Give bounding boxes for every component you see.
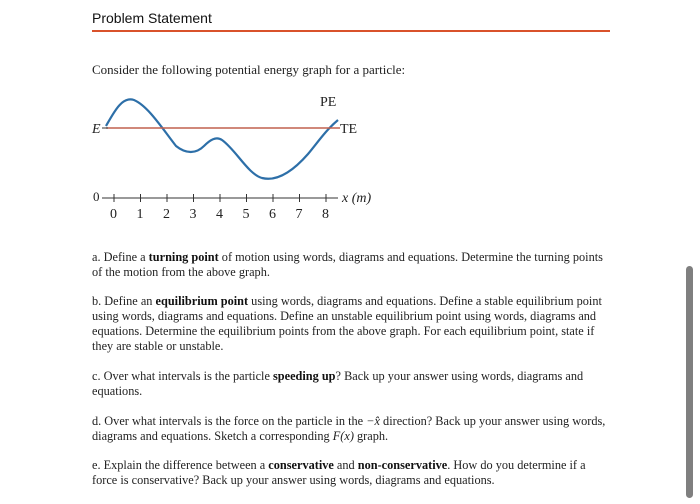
- e-label: E: [92, 122, 101, 137]
- zero-label: 0: [93, 189, 100, 204]
- question-c: [92, 369, 612, 399]
- pe-curve: [106, 99, 338, 178]
- question-c-term: speeding up: [272, 369, 336, 383]
- question-a-text-2: of motion using words, diagrams and equations. Determine the turning points of the motion from the above graph.: [92, 250, 603, 279]
- question-b-text-2: using words, diagrams and equations. Define a stable equilibrium point using words, diagrams and equations. Define an unstable equilibrium point using words, diagrams and equations. Determine the equilibrium points from the above graph. For each equilibrium point, state if they are stable or unstable.: [92, 294, 602, 353]
- question-a: [92, 250, 612, 280]
- question-b-text-1: b. Define an: [92, 294, 156, 308]
- x-tick-label: 7: [295, 207, 303, 220]
- question-c-text-2: ? Back up your answer using words, diagrams and equations.: [92, 369, 584, 398]
- question-e-text-1: e. Explain the difference between a: [92, 458, 269, 472]
- question-d-text-2: direction? Back up your answer using words, diagrams and equations. Sketch a corresponding: [92, 414, 606, 443]
- x-tick-label: 3: [189, 207, 197, 220]
- question-a-text-1: a. Define a: [92, 250, 149, 264]
- question-e-text-3: . How do you determine if a force is conservative? Back up your answer using words, diagrams and equations.: [92, 458, 586, 487]
- pe-label: PE: [320, 95, 337, 110]
- x-tick-labels: [110, 207, 329, 220]
- question-e-term-1: conservative: [268, 458, 334, 472]
- question-a-term: turning point: [148, 250, 219, 264]
- scrollbar-thumb[interactable]: [686, 266, 693, 498]
- x-tick-label: 6: [269, 207, 276, 220]
- question-c-text-1: c. Over what intervals is the particle: [92, 369, 273, 383]
- x-axis-label: x (m): [342, 191, 372, 206]
- x-tick-label: 4: [216, 207, 223, 220]
- question-d: [92, 414, 612, 444]
- question-d-fx: F(x): [332, 429, 354, 443]
- header-divider: [92, 30, 610, 32]
- potential-energy-graph: [86, 88, 386, 220]
- question-e-text-2: and: [333, 458, 358, 472]
- question-b-term: equilibrium point: [155, 294, 249, 308]
- te-label: TE: [340, 122, 358, 137]
- x-tick-label: 2: [163, 207, 170, 220]
- question-d-direction: −x̂: [366, 414, 380, 428]
- question-d-text-3: graph.: [353, 429, 389, 443]
- x-tick-label: 1: [136, 207, 144, 220]
- intro-text: Consider the following potential energy graph for a particle:: [92, 62, 406, 77]
- question-b: [92, 294, 612, 354]
- question-e-term-2: non-conservative: [357, 458, 448, 472]
- question-e: [92, 458, 612, 488]
- x-tick-label: 8: [322, 207, 329, 220]
- page-title: Problem Statement: [92, 10, 212, 26]
- x-tick-label: 5: [242, 207, 250, 220]
- x-tick-label: 0: [110, 207, 117, 220]
- pe-graph-svg: [86, 88, 386, 220]
- question-d-text-1: d. Over what intervals is the force on the particle in the: [92, 414, 367, 428]
